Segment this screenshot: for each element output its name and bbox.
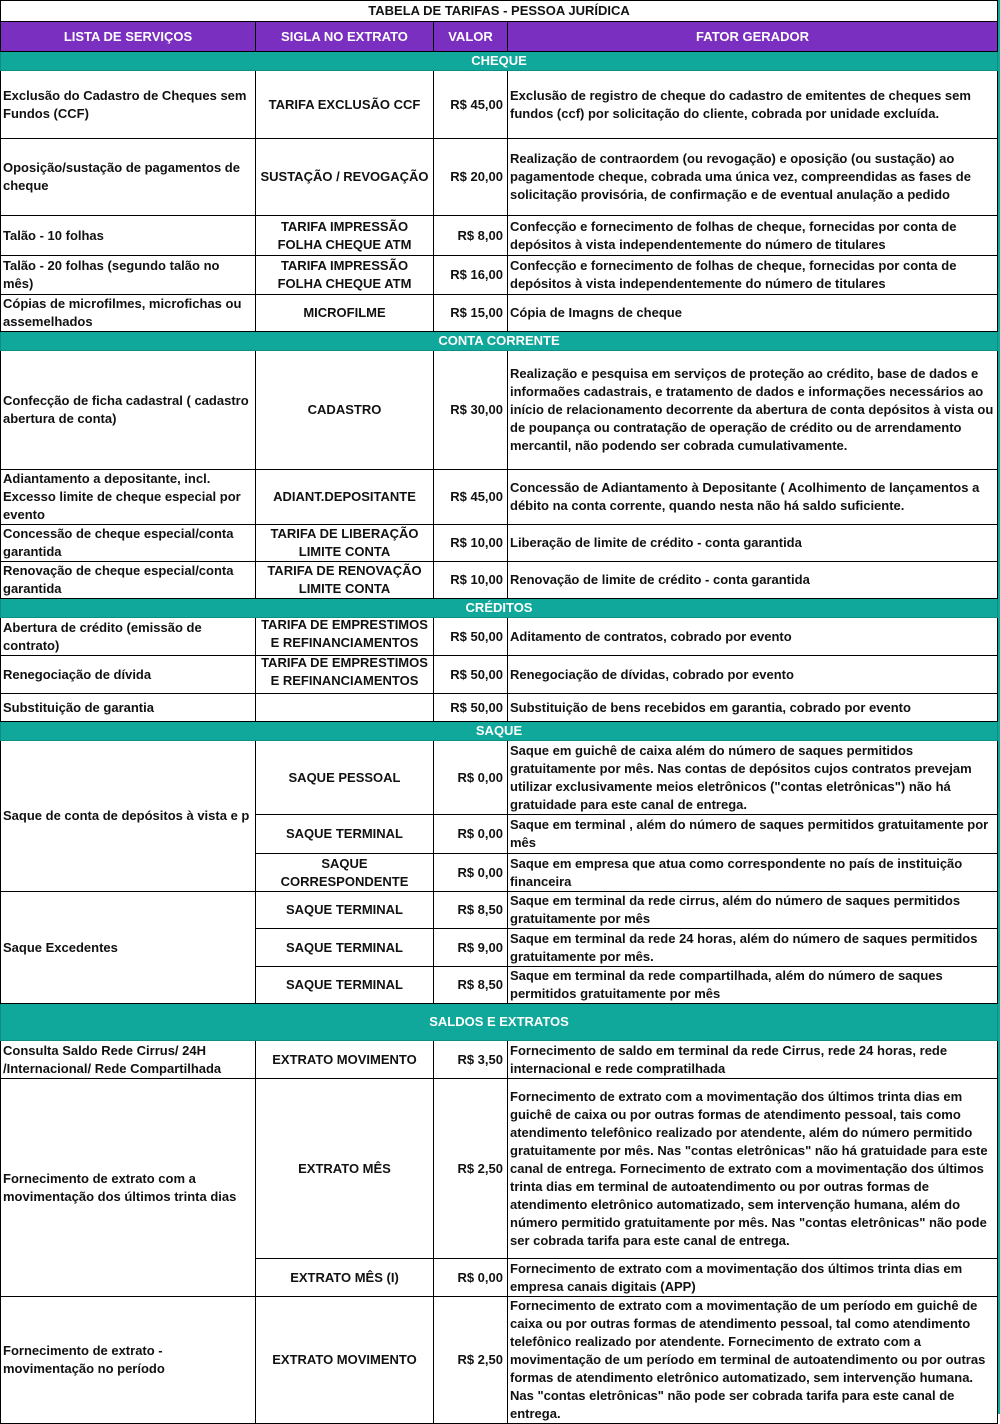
service-cell: Fornecimento de extrato - movimentação no período [1,1297,256,1424]
fator-cell: Realização de contraordem (ou revogação) e oposição (ou sustação) ao pagamentode cheque, cobrada uma única vez, compreendidas as fases de solicitação provisória, de confirmação e de eventual anulação a pedido [508,139,998,216]
fator-cell: Saque em terminal , além do número de saques permitidos gratuitamente por mês [508,815,998,854]
sigla-cell: SAQUE TERMINAL [256,892,434,929]
sigla-cell: EXTRATO MÊS (I) [256,1259,434,1297]
service-cell: Exclusão do Cadastro de Cheques sem Fundos (CCF) [1,71,256,139]
table-row [1,1041,998,1079]
fator-cell: Fornecimento de extrato com a movimentação de um período em guichê de caixa ou por outras formas de atendimento pessoal, tal como atendimento telefônico realizado por atendente. Fornecimento de extrato com a movimentação de um período em terminal de autoatendimento ou por outras formas de atendimento eletrônico automatizado, sem intervenção humana. Nas "contas eletrônicas" não pode ser cobrada tarifa para este canal de entrega. [508,1297,998,1424]
fator-cell: Aditamento de contratos, cobrado por evento [508,618,998,656]
fator-cell: Saque em terminal da rede cirrus, além do número de saques permitidos gratuitamente por mês [508,892,998,929]
service-cell: Talão - 10 folhas [1,216,256,256]
sigla-text: TARIFA DE EMPRESTIMOS E REFINANCIAMENTOS [261,655,428,688]
valor-cell: R$ 0,00 [434,854,508,892]
table-row [1,256,998,295]
fator-cell: Saque em terminal da rede 24 horas, além do número de saques permitidos gratuitamente por mês. [508,929,998,967]
service-cell: Talão - 20 folhas (segundo talão no mês) [1,256,256,295]
sigla-cell: SAQUE TERMINAL [256,967,434,1004]
valor-cell: R$ 9,00 [434,929,508,967]
sigla-cell [256,694,434,722]
table-row [1,139,998,216]
fator-cell: Confecção e fornecimento de folhas de cheque, fornecidas por conta de depósitos à vista independentemente do número de titulares [508,216,998,256]
sigla-cell [256,656,434,694]
fator-cell: Exclusão de registro de cheque do cadastro de emitentes de cheques sem fundos (ccf) por solicitação do cliente, cobrada por unidade excluída. [508,71,998,139]
valor-cell: R$ 8,50 [434,892,508,929]
sigla-cell: SAQUE TERMINAL [256,815,434,854]
service-cell: Renovação de cheque especial/conta garantida [1,562,256,599]
valor-cell: R$ 2,50 [434,1297,508,1424]
service-cell: Saque Excedentes [1,892,256,1004]
section-saldos-extratos: SALDOS E EXTRATOS [1,1004,998,1041]
table-row [1,1079,998,1259]
service-cell: Renegociação de dívida [1,656,256,694]
sigla-cell: ADIANT.DEPOSITANTE [256,470,434,525]
sigla-cell: SAQUE PESSOAL [256,741,434,815]
table-row [1,71,998,139]
valor-cell: R$ 8,50 [434,967,508,1004]
sigla-cell: TARIFA DE RENOVAÇÃO LIMITE CONTA [256,562,434,599]
table-row [1,295,998,332]
valor-cell: R$ 2,50 [434,1079,508,1259]
fator-cell: Cópia de Imagns de cheque [508,295,998,332]
service-cell: Consulta Saldo Rede Cirrus/ 24H /Internacional/ Rede Compartilhada [1,1041,256,1079]
title-row [1,1,998,22]
valor-cell: R$ 20,00 [434,139,508,216]
fator-cell: Fornecimento de extrato com a movimentação dos últimos trinta dias em empresa canais digitais (APP) [508,1259,998,1297]
table-row [1,525,998,562]
service-cell: Concessão de cheque especial/conta garantida [1,525,256,562]
sigla-cell: TARIFA DE LIBERAÇÃO LIMITE CONTA [256,525,434,562]
table-row [1,694,998,722]
sigla-cell [256,618,434,656]
service-cell: Cópias de microfilmes, microfichas ou assemelhados [1,295,256,332]
valor-cell: R$ 15,00 [434,295,508,332]
header-fator: FATOR GERADOR [508,22,998,52]
valor-cell: R$ 0,00 [434,1259,508,1297]
section-row [1,599,998,618]
header-row [1,22,998,52]
table-row [1,656,998,694]
valor-cell: R$ 45,00 [434,470,508,525]
header-sigla: SIGLA NO EXTRATO [256,22,434,52]
fator-cell: Saque em terminal da rede compartilhada, além do número de saques permitidos gratuitamente por mês [508,967,998,1004]
service-cell: Adiantamento a depositante, incl. Excesso limite de cheque especial por evento [1,470,256,525]
fator-cell: Renovação de limite de crédito - conta garantida [508,562,998,599]
section-saque: SAQUE [1,722,998,741]
sigla-cell: SAQUE TERMINAL [256,929,434,967]
sigla-cell: EXTRATO MOVIMENTO [256,1041,434,1079]
sigla-cell: EXTRATO MÊS [256,1079,434,1259]
section-cheque: CHEQUE [1,52,998,71]
sigla-cell: TARIFA IMPRESSÃO FOLHA CHEQUE ATM [256,256,434,295]
table-row [1,741,998,815]
service-cell: Substituição de garantia [1,694,256,722]
fator-cell: Substituição de bens recebidos em garantia, cobrado por evento [508,694,998,722]
service-text: Saque de conta de depósitos à vista e p [3,808,250,823]
sigla-cell: CADASTRO [256,351,434,470]
fator-cell: Fornecimento de extrato com a movimentação dos últimos trinta dias em guichê de caixa ou por outras formas de atendimento pessoal, tais como atendimento telefônico realizado por atendente, além do número permitido gratuitamente por mês. Nas "contas eletrônicas" não há gratuidade para este canal de entrega. Fornecimento de extrato com a movimentação dos últimos trinta dias em terminal de autoatendimento ou por outras formas de atendimento eletrônico automatizado, sem intervenção humana, além do número permitido gratuitamente por mês. Nas "contas eletrônicas" não pode ser cobrada tarifa para este canal de entrega. [508,1079,998,1259]
section-row [1,722,998,741]
section-creditos: CRÉDITOS [1,599,998,618]
fator-cell: Liberação de limite de crédito - conta garantida [508,525,998,562]
sigla-cell: SUSTAÇÃO / REVOGAÇÃO [256,139,434,216]
valor-cell: R$ 50,00 [434,618,508,656]
table-row [1,216,998,256]
sigla-cell: MICROFILME [256,295,434,332]
fator-cell: Renegociação de dívidas, cobrado por evento [508,656,998,694]
service-cell: Abertura de crédito (emissão de contrato) [1,618,256,656]
sigla-text: TARIFA DE EMPRESTIMOS E REFINANCIAMENTOS [261,617,428,650]
section-row [1,52,998,71]
valor-cell: R$ 3,50 [434,1041,508,1079]
fator-cell: Saque em empresa que atua como correspondente no país de instituição financeira [508,854,998,892]
fator-cell: Saque em guichê de caixa além do número de saques permitidos gratuitamente por mês. Nas contas de depósitos cujos contratos prevejam utilizar exclusivamente meios eletrônicos ("contas eletrônicas") não há gratuidade para este canal de entrega. [508,741,998,815]
table-row [1,618,998,656]
valor-cell: R$ 50,00 [434,656,508,694]
fator-cell: Confecção e fornecimento de folhas de cheque, fornecidas por conta de depósitos à vista independentemente do número de titulares [508,256,998,295]
sigla-cell: TARIFA EXCLUSÃO CCF [256,71,434,139]
sigla-cell: EXTRATO MOVIMENTO [256,1297,434,1424]
valor-cell: R$ 16,00 [434,256,508,295]
valor-cell: R$ 45,00 [434,71,508,139]
header-valor: VALOR [434,22,508,52]
table-row [1,892,998,929]
service-cell: Confecção de ficha cadastral ( cadastro abertura de conta) [1,351,256,470]
fator-cell: Realização e pesquisa em serviços de proteção ao crédito, base de dados e informaões cadastrais, e tratamento de dados e informações necessários ao início de relacionamento decorrente da abertura de conta depósitos à vista ou de poupança ou contratação de operação de crédito ou de arrendamento mercantil, não podendo ser cobrada cumulativamente. [508,351,998,470]
valor-cell: R$ 0,00 [434,741,508,815]
sigla-cell: SAQUE CORRESPONDENTE [256,854,434,892]
section-row [1,1004,998,1041]
valor-cell: R$ 30,00 [434,351,508,470]
fator-cell: Concessão de Adiantamento à Depositante ( Acolhimento de lançamentos a débito na conta corrente, quando nesta não há saldo suficiente. [508,470,998,525]
valor-cell: R$ 8,00 [434,216,508,256]
table-row [1,470,998,525]
valor-cell: R$ 10,00 [434,525,508,562]
section-row [1,332,998,351]
header-services: LISTA DE SERVIÇOS [1,22,256,52]
service-cell: Oposição/sustação de pagamentos de cheque [1,139,256,216]
sigla-cell: TARIFA IMPRESSÃO FOLHA CHEQUE ATM [256,216,434,256]
valor-cell: R$ 0,00 [434,815,508,854]
section-conta-corrente: CONTA CORRENTE [1,332,998,351]
table-row [1,1297,998,1424]
table-row [1,351,998,470]
table-row [1,562,998,599]
service-cell [1,741,256,892]
service-cell: Fornecimento de extrato com a movimentação dos últimos trinta dias [1,1079,256,1297]
fator-cell: Fornecimento de saldo em terminal da rede Cirrus, rede 24 horas, rede internacional e rede compratilhada [508,1041,998,1079]
valor-cell: R$ 50,00 [434,694,508,722]
page-title: TABELA DE TARIFAS - PESSOA JURÍDICA [1,1,998,22]
valor-cell: R$ 10,00 [434,562,508,599]
